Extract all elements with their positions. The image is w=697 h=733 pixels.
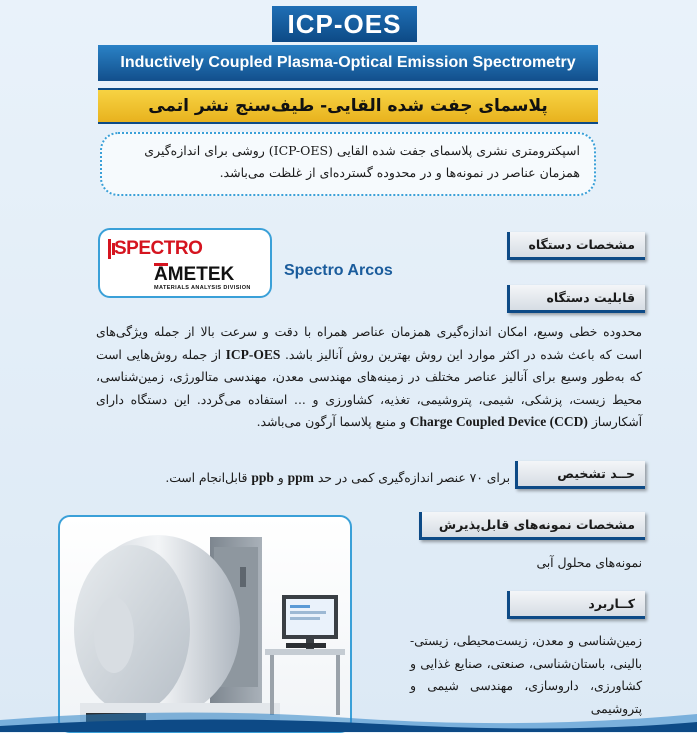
heading-device-specs: مشخصات دستگاه	[507, 232, 645, 260]
persian-title: پلاسمای جفت شده القایی- طیف‌سنج نشر اتمی	[98, 88, 598, 124]
heading-detection-limit: حــد تشخیص	[515, 461, 645, 489]
ccd-term: Charge Coupled Device (CCD)	[409, 414, 588, 430]
ametek-logo-text: AMETEK	[154, 264, 235, 285]
heading-sample-specs: مشخصات نمونه‌های قابل‌پذیرش	[419, 512, 645, 540]
heading-applications: کــاربرد	[507, 591, 645, 619]
spectrometer-illustration-icon	[60, 517, 350, 731]
capability-text: محدوده خطی وسیع، امکان اندازه‌گیری همزمان عناصر همراه با دقت و سرعت بالا از جمله ویژگی‌های است که باعث شده در اکثر موارد این روش بهترین روش آنالیز باشد. ICP-OES از جمله روش‌هایی است که به‌طور وسیع برای آنالیز عناصر مختلف در زمینه‌های مهندسی معدن، مهندسی متالورژی، زمین‌شناسی، محیط زیست، پزشکی، شیمی، پتروشیمی، تغذیه، کشاورزی و ... استفاده می‌گردد. این دستگاه دارای آشکارساز Charge Coupled Device (CCD) و منبع پلاسما آرگون می‌باشد.	[96, 325, 643, 430]
heading-capability: قابلیت دستگاه	[507, 285, 645, 313]
spectro-logo-text: SPECTRO	[114, 238, 203, 259]
icp-term: ICP-OES	[225, 346, 281, 362]
logo-card	[98, 228, 272, 298]
model-name: Spectro Arcos	[284, 262, 393, 279]
page-title: ICP-OES	[272, 6, 417, 42]
intro-box: اسپکترومتری نشری پلاسمای جفت شده القایی (ICP-OES) روشی برای اندازه‌گیری همزمان عناصر در نمونه‌ها و در محدوده گسترده‌ای از غلظت می‌باشد.	[100, 132, 596, 196]
ametek-division-text: MATERIALS ANALYSIS DIVISION	[154, 285, 251, 291]
sample-text: نمونه‌های محلول آبی	[536, 556, 642, 570]
page-subtitle: Inductively Coupled Plasma-Optical Emission Spectrometry	[98, 45, 598, 81]
bottom-wave-decoration	[0, 700, 697, 732]
detection-text: برای ۷۰ عنصر اندازه‌گیری کمی در حد ppm و ppb قابل‌انجام است.	[165, 470, 510, 485]
applications-text: زمین‌شناسی و معدن، زیست‌محیطی، زیستی-بالینی، باستان‌شناسی، صنعتی، صنایع غذایی و کشاورزی، داروسازی، مهندسی شیمی و پتروشیمی	[410, 634, 642, 716]
